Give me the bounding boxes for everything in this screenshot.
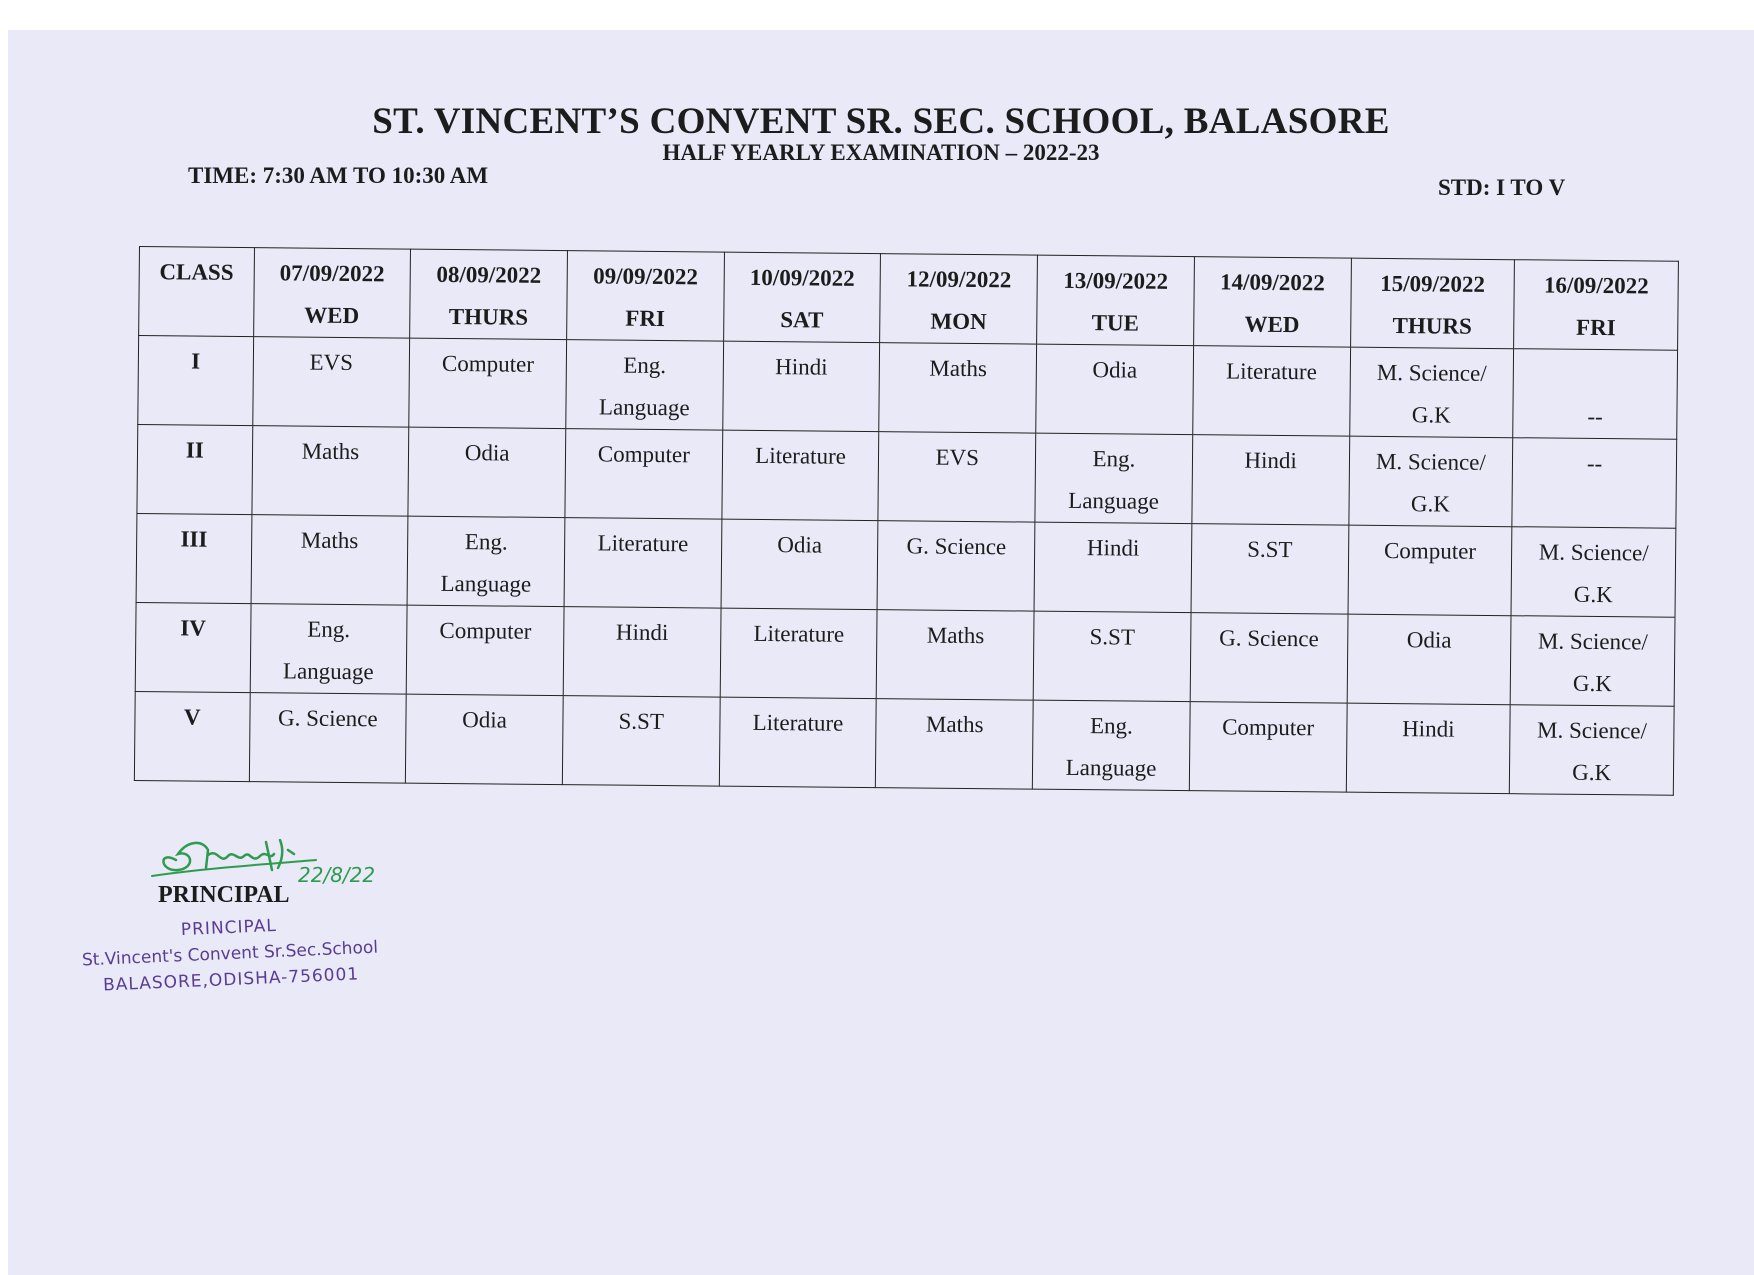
table-row	[138, 336, 1678, 440]
subject-cell	[407, 516, 565, 607]
subject-text: Literature	[1226, 358, 1317, 385]
subject-text: Language	[598, 394, 690, 421]
class-header: CLASS	[139, 247, 254, 337]
subject-cell	[1513, 349, 1678, 440]
subject-text: Eng.	[1089, 713, 1133, 739]
subject-text	[1197, 392, 1345, 435]
subject-cell	[1193, 346, 1351, 437]
subject-text: M. Science/	[1376, 359, 1487, 386]
subject-text	[255, 561, 403, 604]
subject-text: Hindi	[615, 619, 669, 646]
subject-text: Eng.	[464, 529, 508, 555]
subject-cell	[719, 697, 877, 788]
column-date: 10/09/2022	[749, 264, 855, 291]
subject-text	[881, 656, 1029, 699]
subject-text: G.K	[1572, 670, 1613, 697]
subject-text	[880, 745, 1028, 788]
subject-cell	[1035, 433, 1193, 524]
subject-text	[411, 652, 559, 695]
subject-text: Hindi	[1086, 535, 1140, 561]
subject-text	[256, 472, 404, 515]
subject-cell	[564, 518, 722, 609]
subject-text	[727, 388, 875, 431]
subject-text: Odia	[462, 707, 508, 733]
class-cell: IV	[135, 602, 250, 692]
column-weekday: FRI	[625, 305, 666, 332]
subject-text: S.ST	[1247, 536, 1293, 563]
subject-text: M. Science/	[1537, 717, 1648, 744]
subject-text: G. Science	[906, 533, 1007, 560]
exam-time: TIME: 7:30 AM TO 10:30 AM	[188, 163, 489, 188]
date-column-header	[1193, 257, 1351, 348]
class-cell: III	[136, 513, 251, 603]
subject-text: Odia	[464, 440, 510, 466]
table-row	[136, 513, 1676, 617]
subject-text	[1194, 748, 1342, 791]
stamp-line-2: St.Vincent's Convent Sr.Sec.School	[81, 937, 379, 971]
stamp-line-1: PRINCIPAL	[180, 915, 278, 941]
column-weekday: MON	[930, 308, 987, 335]
subject-text: G. Science	[1219, 625, 1319, 652]
header-row	[139, 247, 1679, 351]
subject-text: Language	[1065, 754, 1157, 781]
date-column-header	[567, 251, 725, 342]
subject-cell	[1349, 347, 1514, 438]
subject-text: Odia	[1092, 357, 1138, 383]
subject-cell	[562, 696, 720, 787]
column-date: 09/09/2022	[593, 263, 699, 290]
subject-text: Eng.	[623, 352, 667, 379]
date-column-header	[723, 252, 881, 343]
subject-text	[724, 655, 872, 698]
subject-text: G.K	[1572, 759, 1612, 786]
subject-cell	[1510, 616, 1675, 707]
subject-text	[1196, 481, 1344, 524]
subject-cell	[1191, 524, 1349, 615]
subject-text: Literature	[755, 442, 847, 469]
subject-cell	[251, 515, 409, 606]
subject-cell	[721, 519, 879, 610]
subject-text	[410, 741, 558, 784]
signature-date: 22/8/22	[298, 863, 376, 887]
subject-text	[414, 385, 562, 428]
subject-text: Computer	[439, 617, 532, 644]
subject-text: Odia	[1406, 627, 1452, 653]
column-weekday: THURS	[448, 303, 529, 330]
subject-text	[884, 389, 1032, 432]
subject-text	[1351, 661, 1506, 704]
column-weekday: WED	[304, 302, 360, 329]
column-date: 08/09/2022	[436, 261, 542, 288]
subject-text: Maths	[300, 527, 359, 554]
principal-signature	[148, 820, 388, 890]
subject-text	[725, 566, 873, 609]
subject-text	[569, 564, 717, 607]
subject-text: S.ST	[618, 708, 665, 735]
subject-text: Language	[282, 658, 374, 685]
subject-text: Eng.	[1092, 446, 1136, 472]
timetable-body	[134, 336, 1677, 796]
exam-subtitle: HALF YEARLY EXAMINATION – 2022-23	[662, 140, 1100, 165]
standard-range: STD: I TO V	[1438, 175, 1566, 200]
subject-cell	[1346, 703, 1511, 794]
exam-sheet	[8, 30, 1754, 1275]
subject-cell	[1034, 522, 1192, 613]
column-weekday: WED	[1244, 311, 1300, 338]
subject-text	[1040, 391, 1188, 434]
subject-text: Odia	[777, 532, 823, 558]
subject-cell	[1511, 527, 1676, 618]
date-column-header	[880, 254, 1038, 345]
subject-text: Maths	[925, 711, 984, 738]
subject-text: Computer	[441, 350, 535, 377]
subject-cell	[566, 340, 724, 431]
subject-text	[569, 475, 717, 518]
subject-text: M. Science/	[1538, 539, 1649, 566]
subject-text: Literature	[752, 709, 844, 736]
subject-text: M. Science/	[1537, 628, 1648, 655]
subject-text: Hindi	[1244, 447, 1298, 474]
column-date: 14/09/2022	[1219, 269, 1325, 296]
subject-cell	[249, 693, 407, 784]
subject-cell	[722, 341, 880, 432]
subject-cell	[563, 607, 721, 698]
subject-cell	[720, 608, 878, 699]
subject-cell	[877, 610, 1035, 701]
subject-text: Literature	[597, 530, 689, 557]
subject-text	[883, 478, 1031, 521]
subject-text: Maths	[926, 622, 985, 649]
subject-text	[1517, 484, 1672, 527]
column-weekday: FRI	[1575, 314, 1616, 341]
column-date: 13/09/2022	[1063, 267, 1169, 294]
subject-text: Maths	[301, 438, 360, 465]
subject-text	[1038, 658, 1186, 701]
subject-text: --	[1587, 403, 1603, 430]
table-row	[137, 424, 1677, 528]
subject-text: EVS	[935, 444, 980, 471]
subject-text	[882, 567, 1030, 610]
subject-text: EVS	[309, 349, 354, 376]
column-weekday: TUE	[1091, 310, 1140, 336]
subject-cell	[878, 432, 1036, 523]
subject-text	[1195, 659, 1343, 702]
subject-cell	[1033, 611, 1191, 702]
subject-text: Language	[440, 570, 532, 597]
subject-cell	[409, 338, 567, 429]
subject-text: Literature	[753, 620, 845, 647]
subject-text: Hindi	[1402, 716, 1455, 742]
subject-text: Eng.	[307, 616, 351, 643]
subject-cell	[1512, 438, 1677, 529]
subject-cell	[876, 699, 1034, 790]
subject-cell	[1192, 435, 1350, 526]
subject-cell	[1348, 436, 1513, 527]
date-column-header	[1350, 258, 1515, 349]
date-column-header	[410, 249, 568, 340]
date-column-header	[1514, 260, 1679, 351]
subject-text: Maths	[929, 355, 987, 382]
subject-text: M. Science/	[1375, 448, 1486, 475]
subject-cell	[406, 694, 564, 785]
column-date: 16/09/2022	[1543, 272, 1649, 299]
subject-text	[726, 477, 874, 520]
subject-text	[253, 739, 401, 782]
subject-text	[257, 383, 405, 426]
subject-text: Language	[1068, 487, 1160, 514]
subject-text	[413, 474, 561, 517]
subject-text	[724, 744, 872, 787]
subject-text: G.K	[1410, 491, 1451, 517]
subject-cell	[1510, 705, 1675, 796]
subject-cell	[877, 521, 1035, 612]
subject-text: S.ST	[1089, 624, 1136, 650]
subject-text	[1039, 569, 1187, 612]
column-weekday: SAT	[780, 307, 824, 333]
subject-cell	[1348, 525, 1513, 616]
column-date: 12/09/2022	[906, 266, 1012, 293]
stamp-line-3: BALASORE,ODISHA-756001	[102, 964, 360, 996]
class-cell: II	[137, 424, 252, 514]
class-cell: I	[138, 336, 253, 426]
table-row	[135, 602, 1675, 706]
subject-cell	[1032, 700, 1190, 791]
subject-text: G. Science	[277, 705, 378, 732]
subject-text: Computer	[1383, 537, 1477, 564]
subject-cell	[406, 605, 564, 696]
column-date: 15/09/2022	[1380, 270, 1486, 297]
subject-cell	[250, 604, 408, 695]
subject-text: --	[1586, 450, 1603, 477]
subject-cell	[722, 430, 880, 521]
subject-text	[1518, 353, 1673, 396]
school-stamp	[68, 908, 391, 1000]
subject-cell	[1190, 613, 1348, 704]
column-date: 07/09/2022	[279, 260, 385, 287]
exam-timetable	[134, 246, 1679, 796]
subject-text	[568, 653, 716, 696]
subject-text: G.K	[1411, 402, 1451, 428]
subject-text: G.K	[1573, 581, 1613, 608]
subject-cell	[408, 427, 566, 518]
principal-label: PRINCIPAL	[158, 882, 290, 908]
table-row	[134, 691, 1674, 795]
subject-cell	[251, 426, 409, 517]
subject-cell	[252, 337, 410, 428]
subject-text	[1350, 750, 1505, 793]
subject-text: Computer	[1222, 714, 1315, 741]
subject-cell	[1347, 614, 1512, 705]
subject-text	[1352, 572, 1507, 615]
school-title: ST. VINCENT’S CONVENT SR. SEC. SCHOOL, BALASORE	[372, 101, 1390, 142]
date-column-header	[1037, 255, 1195, 346]
subject-cell	[565, 429, 723, 520]
subject-text	[1195, 570, 1343, 613]
subject-cell	[1036, 344, 1194, 435]
date-column-header	[253, 248, 411, 339]
subject-text	[567, 742, 715, 785]
subject-text: Computer	[597, 441, 690, 468]
column-weekday: THURS	[1392, 313, 1472, 339]
subject-text: Hindi	[775, 354, 828, 380]
subject-cell	[1189, 702, 1347, 793]
class-cell: V	[134, 691, 249, 781]
subject-cell	[879, 343, 1037, 434]
